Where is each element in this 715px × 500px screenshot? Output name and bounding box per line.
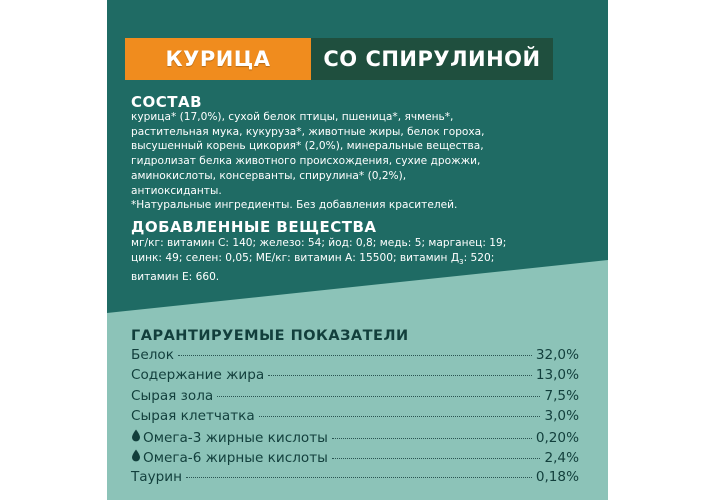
indicator-label: Таурин [131,469,183,486]
indicator-row [131,367,579,387]
dot-leader [186,477,532,478]
indicator-label: Омега-6 жирные кислоты [143,449,328,466]
composition-line: аминокислоты, консерванты, спирулина* (0,2%), [131,169,407,182]
indicator-row [131,469,579,489]
oil-drop-icon [131,429,141,442]
indicator-value: 7,5% [544,387,579,404]
indicator-value: 13,0% [535,367,579,384]
oil-drop-icon [131,449,141,462]
additives-heading: ДОБАВЛЕННЫЕ ВЕЩЕСТВА [131,218,377,236]
dot-leader [217,396,540,397]
label-panel [107,0,608,500]
indicator-value: 2,4% [544,449,579,466]
composition-heading: СОСТАВ [131,93,203,111]
indicator-name [131,449,328,466]
dot-leader [259,416,541,417]
footnote: *Натуральные ингредиенты. Без добавления красителей. [131,199,458,212]
indicator-value: 3,0% [544,408,579,425]
indicator-value: 0,18% [535,469,579,486]
additives-line2-suffix: : 520; [463,251,495,264]
dot-leader [268,375,532,376]
indicator-row [131,449,579,469]
additives-text [131,236,571,284]
product-banner [125,38,553,80]
guaranteed-heading: ГАРАНТИРУЕМЫЕ ПОКАЗАТЕЛИ [131,328,409,344]
composition-line: растительная мука, кукуруза*, животные жиры, белок гороха, [131,125,485,138]
indicator-row [131,429,579,449]
additives-line: мг/кг: витамин С: 140; железо: 54; йод: 0,8; медь: 5; марганец: 19; [131,237,507,249]
composition-line: гидролизат белка животного происхождения, сухие дрожжи, [131,155,481,168]
composition-line: курица* (17,0%), сухой белок птицы, пшеница*, ячмень*, [131,111,454,123]
dot-leader [332,438,532,439]
composition-line: антиоксиданты. [131,184,222,197]
indicator-value: 32,0% [535,347,579,363]
indicator-label: Сырая зола [131,387,214,404]
additives-line [131,251,571,270]
additives-line2-prefix: цинк: 49; селен: 0,05; МЕ/кг: витамин А: 15500; витамин Д [131,251,460,264]
indicator-row [131,388,579,408]
indicator-label: Содержание жира [131,367,265,384]
flavor-label: КУРИЦА [125,38,311,80]
dot-leader [332,458,541,459]
indicator-row [131,347,579,367]
composition-line: высушенный корень цикория* (2,0%), минеральные вещества, [131,140,484,153]
composition-text [131,110,571,213]
indicator-label: Омега-3 жирные кислоты [143,429,328,446]
spirulina-label: СО СПИРУЛИНОЙ [311,38,553,80]
vitamin-d-subscript: 3 [459,257,464,266]
dot-leader [178,355,532,356]
indicator-name [131,388,213,404]
indicator-label: Сырая клетчатка [131,408,255,425]
indicator-row [131,408,579,428]
indicator-name [131,408,255,424]
additives-line: витамин Е: 660. [131,270,220,283]
indicator-name [131,347,174,363]
guaranteed-indicators-list [131,347,579,490]
indicator-name [131,469,182,485]
indicator-value: 0,20% [535,429,579,446]
indicator-name [131,429,328,446]
indicator-label: Белок [131,347,174,363]
indicator-name [131,367,264,383]
